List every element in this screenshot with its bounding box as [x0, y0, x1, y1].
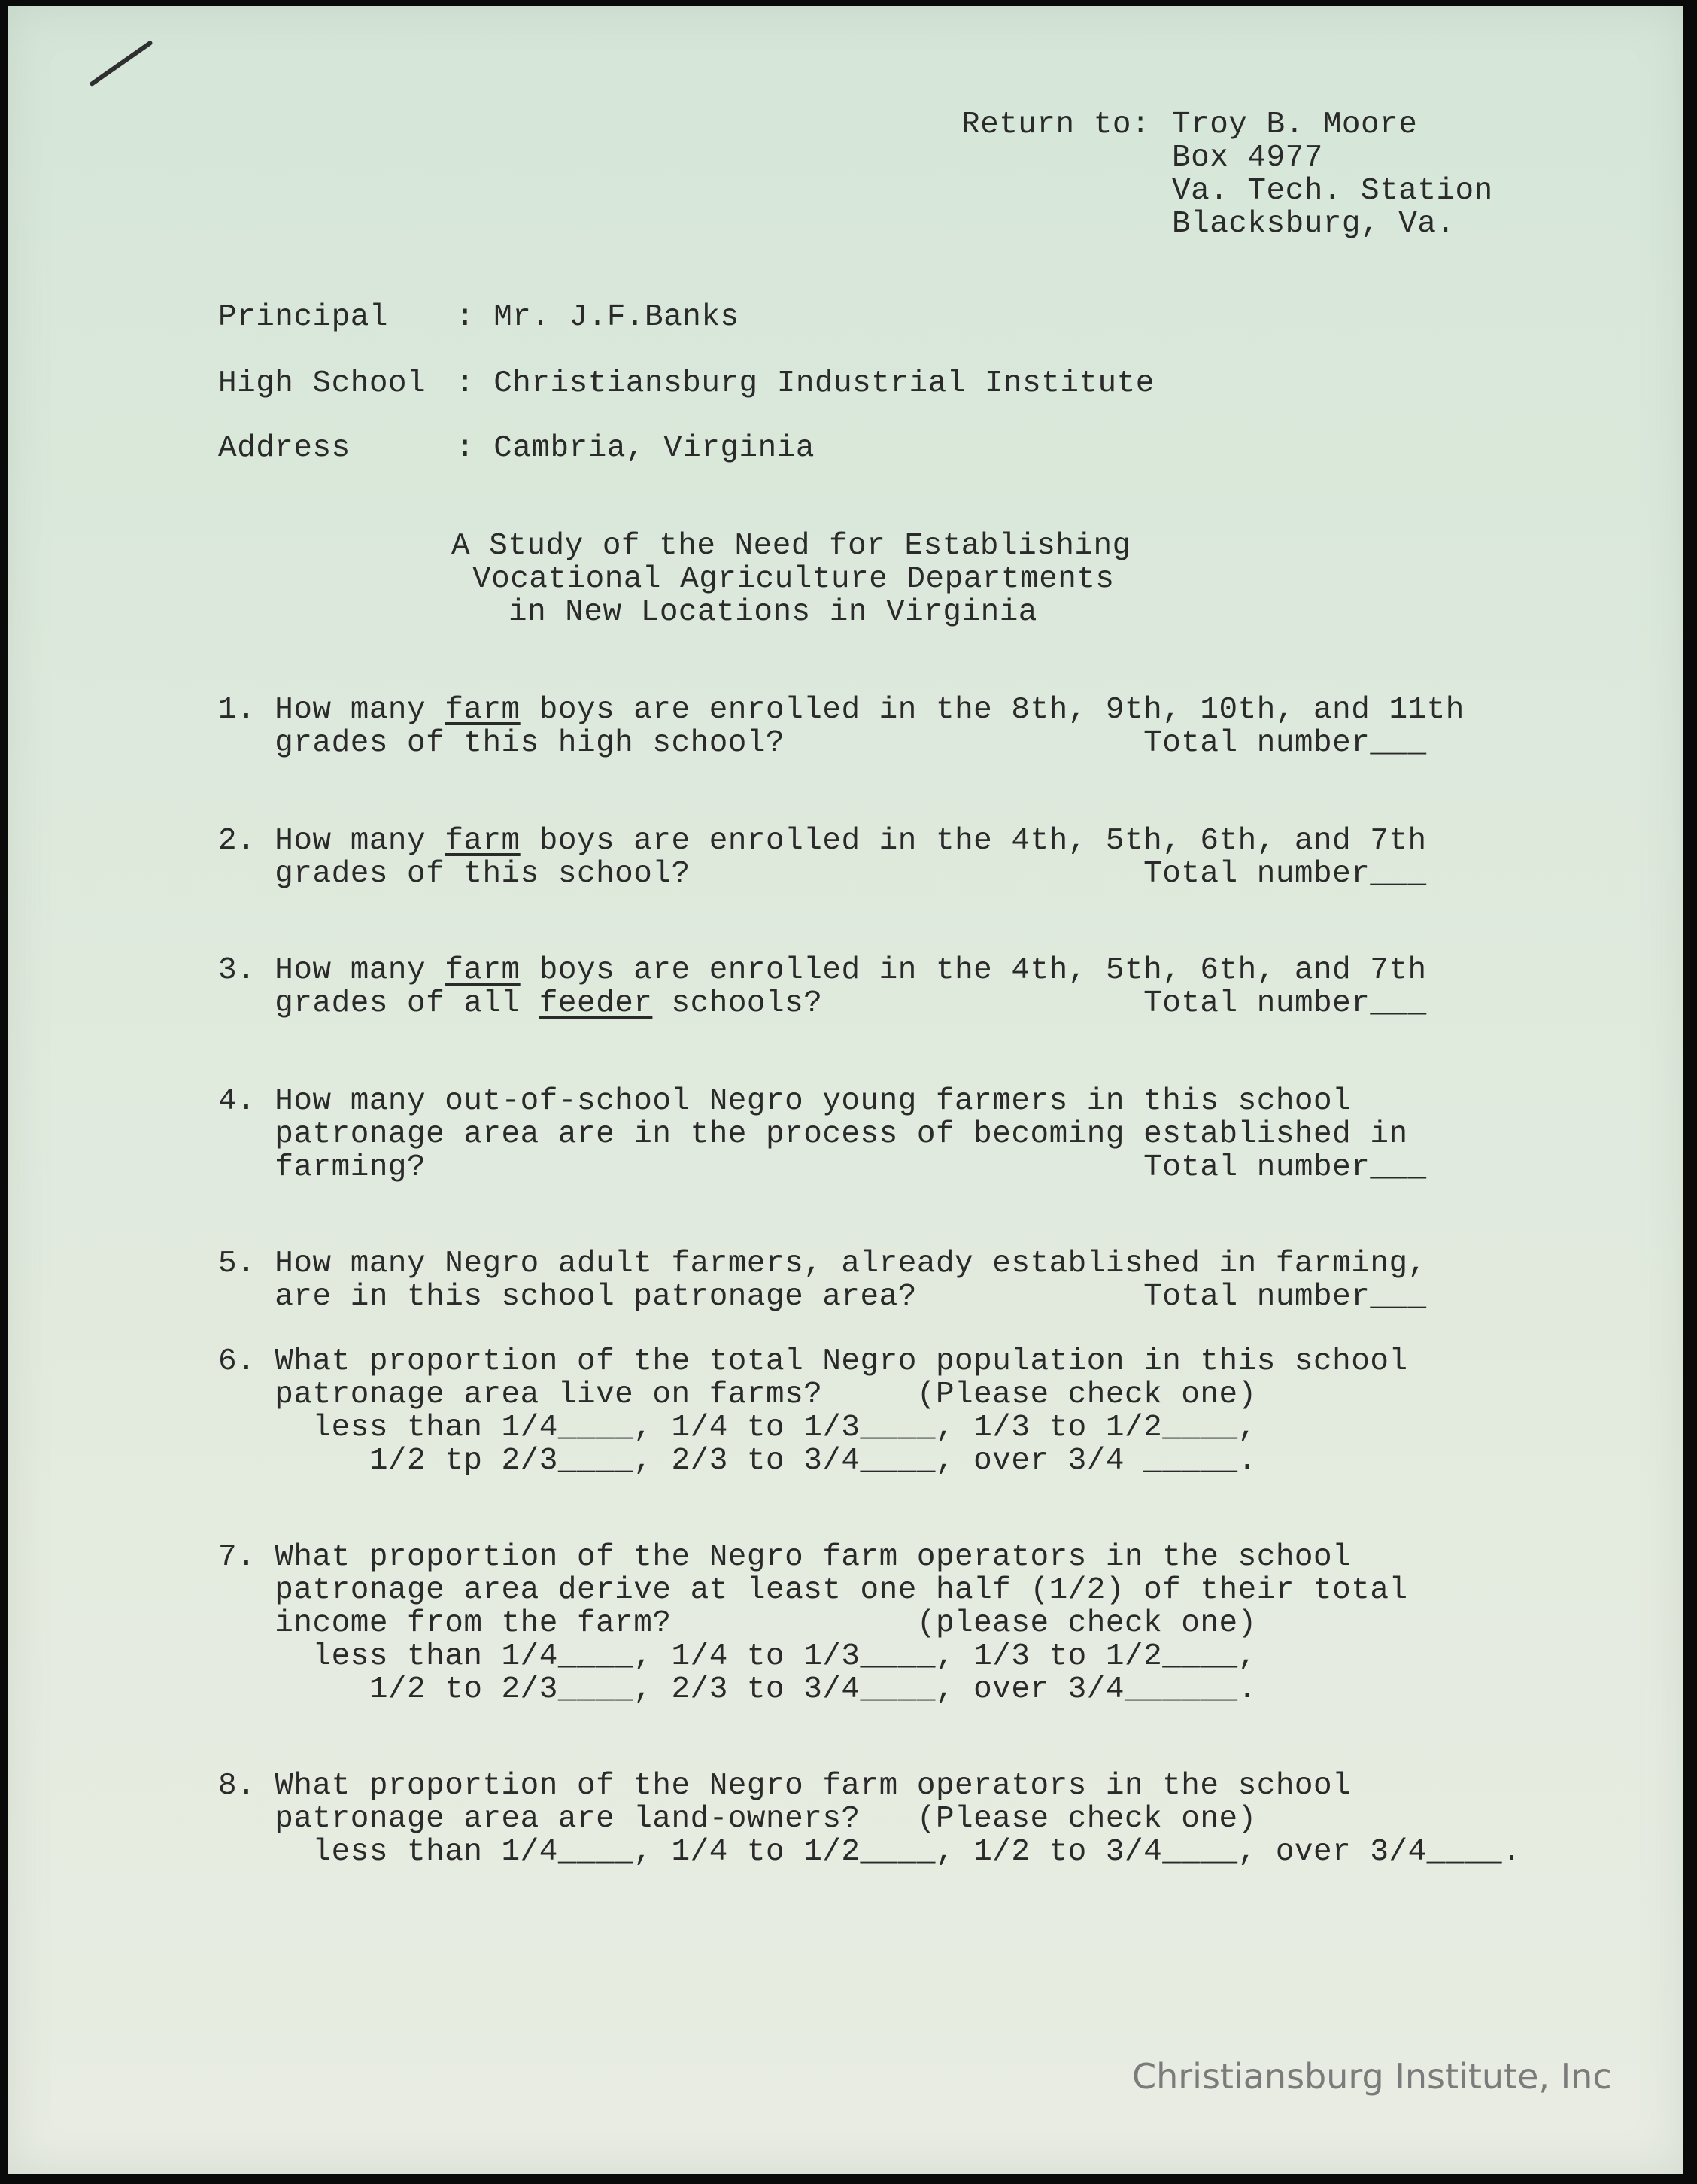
- question-6-line-2: patronage area live on farms? (Please check one): [218, 1378, 1257, 1412]
- question-6-line-4: 1/2 tp 2/3____, 2/3 to 3/4____, over 3/4 _____.: [218, 1444, 1257, 1478]
- return-to-label: Return to:: [961, 108, 1151, 142]
- question-3-line-1: 3. How many farm boys are enrolled in the 4th, 5th, 6th, and 7th: [218, 953, 1427, 988]
- question-2-line-2: grades of this school? Total number___: [218, 857, 1427, 892]
- watermark: Christiansburg Institute, Inc: [1132, 2056, 1612, 2097]
- question-1-line-2: grades of this high school? Total number___: [218, 726, 1427, 761]
- question-5-line-2: are in this school patronage area? Total number___: [218, 1280, 1427, 1314]
- question-6-line-3: less than 1/4____, 1/4 to 1/3____, 1/3 to 1/2____,: [218, 1411, 1257, 1445]
- question-8-line-1: 8. What proportion of the Negro farm operators in the school: [218, 1769, 1352, 1803]
- question-7-line-3: income from the farm? (please check one): [218, 1606, 1257, 1641]
- question-7-line-4: less than 1/4____, 1/4 to 1/3____, 1/3 to 1/2____,: [218, 1639, 1257, 1674]
- high-school-label: High School: [218, 366, 427, 401]
- question-6-line-1: 6. What proportion of the total Negro population in this school: [218, 1344, 1408, 1379]
- question-3-line-2: grades of all feeder schools? Total number___: [218, 986, 1427, 1021]
- address-label: Address: [218, 431, 427, 466]
- address-value: : Cambria, Virginia: [456, 431, 815, 466]
- question-8-line-3: less than 1/4____, 1/4 to 1/2____, 1/2 to 3/4____, over 3/4____.: [218, 1835, 1522, 1870]
- question-8-line-2: patronage area are land-owners? (Please check one): [218, 1802, 1257, 1836]
- question-4-line-2: patronage area are in the process of becoming established in: [218, 1117, 1408, 1152]
- question-7-line-5: 1/2 to 2/3____, 2/3 to 3/4____, over 3/4______.: [218, 1672, 1257, 1707]
- principal-label: Principal: [218, 300, 427, 335]
- question-4-line-3: farming? Total number___: [218, 1150, 1427, 1185]
- question-5-line-1: 5. How many Negro adult farmers, already established in farming,: [218, 1247, 1427, 1281]
- question-7-line-1: 7. What proportion of the Negro farm operators in the school: [218, 1540, 1352, 1575]
- question-4-line-1: 4. How many out-of-school Negro young farmers in this school: [218, 1084, 1352, 1119]
- question-7-line-2: patronage area derive at least one half (1/2) of their total: [218, 1573, 1408, 1608]
- study-title-line-3: in New Locations in Virginia: [508, 595, 1037, 630]
- question-2-line-1: 2. How many farm boys are enrolled in the 4th, 5th, 6th, and 7th: [218, 824, 1427, 858]
- study-title-line-2: Vocational Agriculture Departments: [472, 562, 1115, 597]
- return-to-city: Blacksburg, Va.: [1172, 207, 1456, 241]
- questionnaire-page: [8, 6, 1683, 2174]
- return-to-box: Box 4977: [1172, 141, 1323, 175]
- return-to-name: Troy B. Moore: [1172, 108, 1418, 142]
- return-to-station: Va. Tech. Station: [1172, 174, 1493, 208]
- principal-value: : Mr. J.F.Banks: [456, 300, 739, 335]
- high-school-value: : Christiansburg Industrial Institute: [456, 366, 1155, 401]
- study-title-line-1: A Study of the Need for Establishing: [451, 529, 1131, 563]
- pen-mark: [89, 40, 153, 87]
- question-1-line-1: 1. How many farm boys are enrolled in the 8th, 9th, 10th, and 11th: [218, 693, 1465, 727]
